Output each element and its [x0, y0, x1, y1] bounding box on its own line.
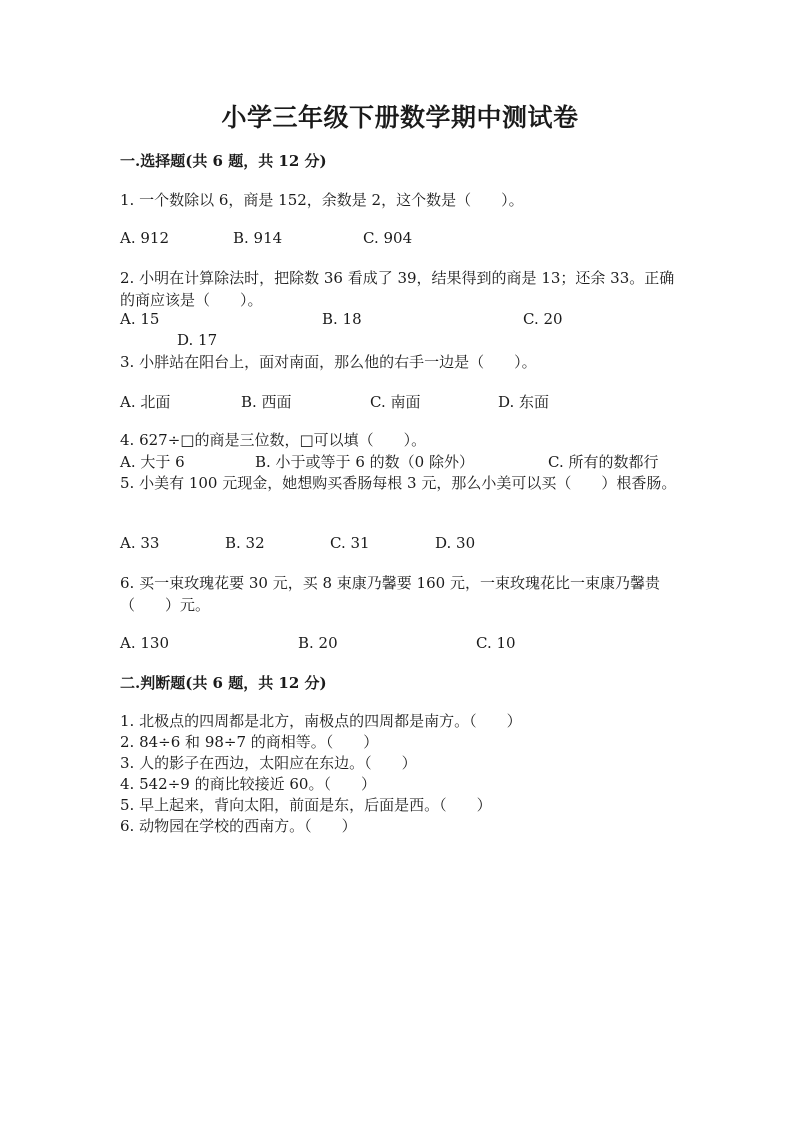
q1-option-a: A. 912 — [120, 229, 169, 247]
q4-option-c: C. 所有的数都行 — [548, 453, 659, 471]
question-1: 1. 一个数除以 6，商是 152，余数是 2，这个数是（ ）。 — [120, 191, 524, 209]
q6-option-a: A. 130 — [120, 634, 169, 652]
q5-option-c: C. 31 — [330, 534, 370, 552]
q2-option-d: D. 17 — [177, 331, 218, 349]
q5-option-b: B. 32 — [225, 534, 265, 552]
q1-option-c: C. 904 — [363, 229, 413, 247]
q5-option-d: D. 30 — [435, 534, 476, 552]
q4-option-b: B. 小于或等于 6 的数（0 除外） — [255, 453, 474, 471]
judgement-item-6: 6. 动物园在学校的西南方。（ ） — [120, 817, 357, 835]
judgement-item-2: 2. 84÷6 和 98÷7 的商相等。（ ） — [120, 733, 379, 751]
question-4: 4. 627÷□的商是三位数，□可以填（ ）。 — [120, 431, 427, 449]
section-heading-choice: 一.选择题(共 6 题，共 12 分) — [120, 152, 327, 170]
judgement-item-1: 1. 北极点的四周都是北方，南极点的四周都是南方。（ ） — [120, 712, 522, 730]
page-title: 小学三年级下册数学期中测试卷 — [221, 103, 579, 132]
q2-option-c: C. 20 — [523, 310, 563, 328]
section-heading-judgement: 二.判断题(共 6 题，共 12 分) — [120, 674, 327, 692]
question-5: 5. 小美有 100 元现金，她想购买香肠每根 3 元，那么小美可以买（ ）根香肠。 — [120, 474, 677, 492]
q4-option-a: A. 大于 6 — [120, 453, 185, 471]
q1-option-b: B. 914 — [233, 229, 283, 247]
judgement-item-5: 5. 早上起来，背向太阳，前面是东，后面是西。（ ） — [120, 796, 492, 814]
q3-option-d: D. 东面 — [498, 393, 550, 411]
question-2: 2. 小明在计算除法时，把除数 36 看成了 39，结果得到的商是 13；还余 33。正确的商应该是（ ）。 — [120, 269, 675, 309]
judgement-item-3: 3. 人的影子在西边，太阳应在东边。（ ） — [120, 754, 417, 772]
q6-option-b: B. 20 — [298, 634, 338, 652]
question-3: 3. 小胖站在阳台上，面对南面，那么他的右手一边是（ ）。 — [120, 353, 537, 371]
judgement-item-4: 4. 542÷9 的商比较接近 60。（ ） — [120, 775, 376, 793]
question-6: 6. 买一束玫瑰花要 30 元，买 8 束康乃馨要 160 元，一束玫瑰花比一束康乃馨贵（ ）元。 — [120, 574, 660, 614]
q3-option-a: A. 北面 — [120, 393, 171, 411]
q2-option-a: A. 15 — [120, 310, 160, 328]
q2-option-b: B. 18 — [322, 310, 362, 328]
q6-option-c: C. 10 — [476, 634, 516, 652]
q3-option-b: B. 西面 — [241, 393, 292, 411]
q3-option-c: C. 南面 — [370, 393, 421, 411]
q5-option-a: A. 33 — [120, 534, 160, 552]
